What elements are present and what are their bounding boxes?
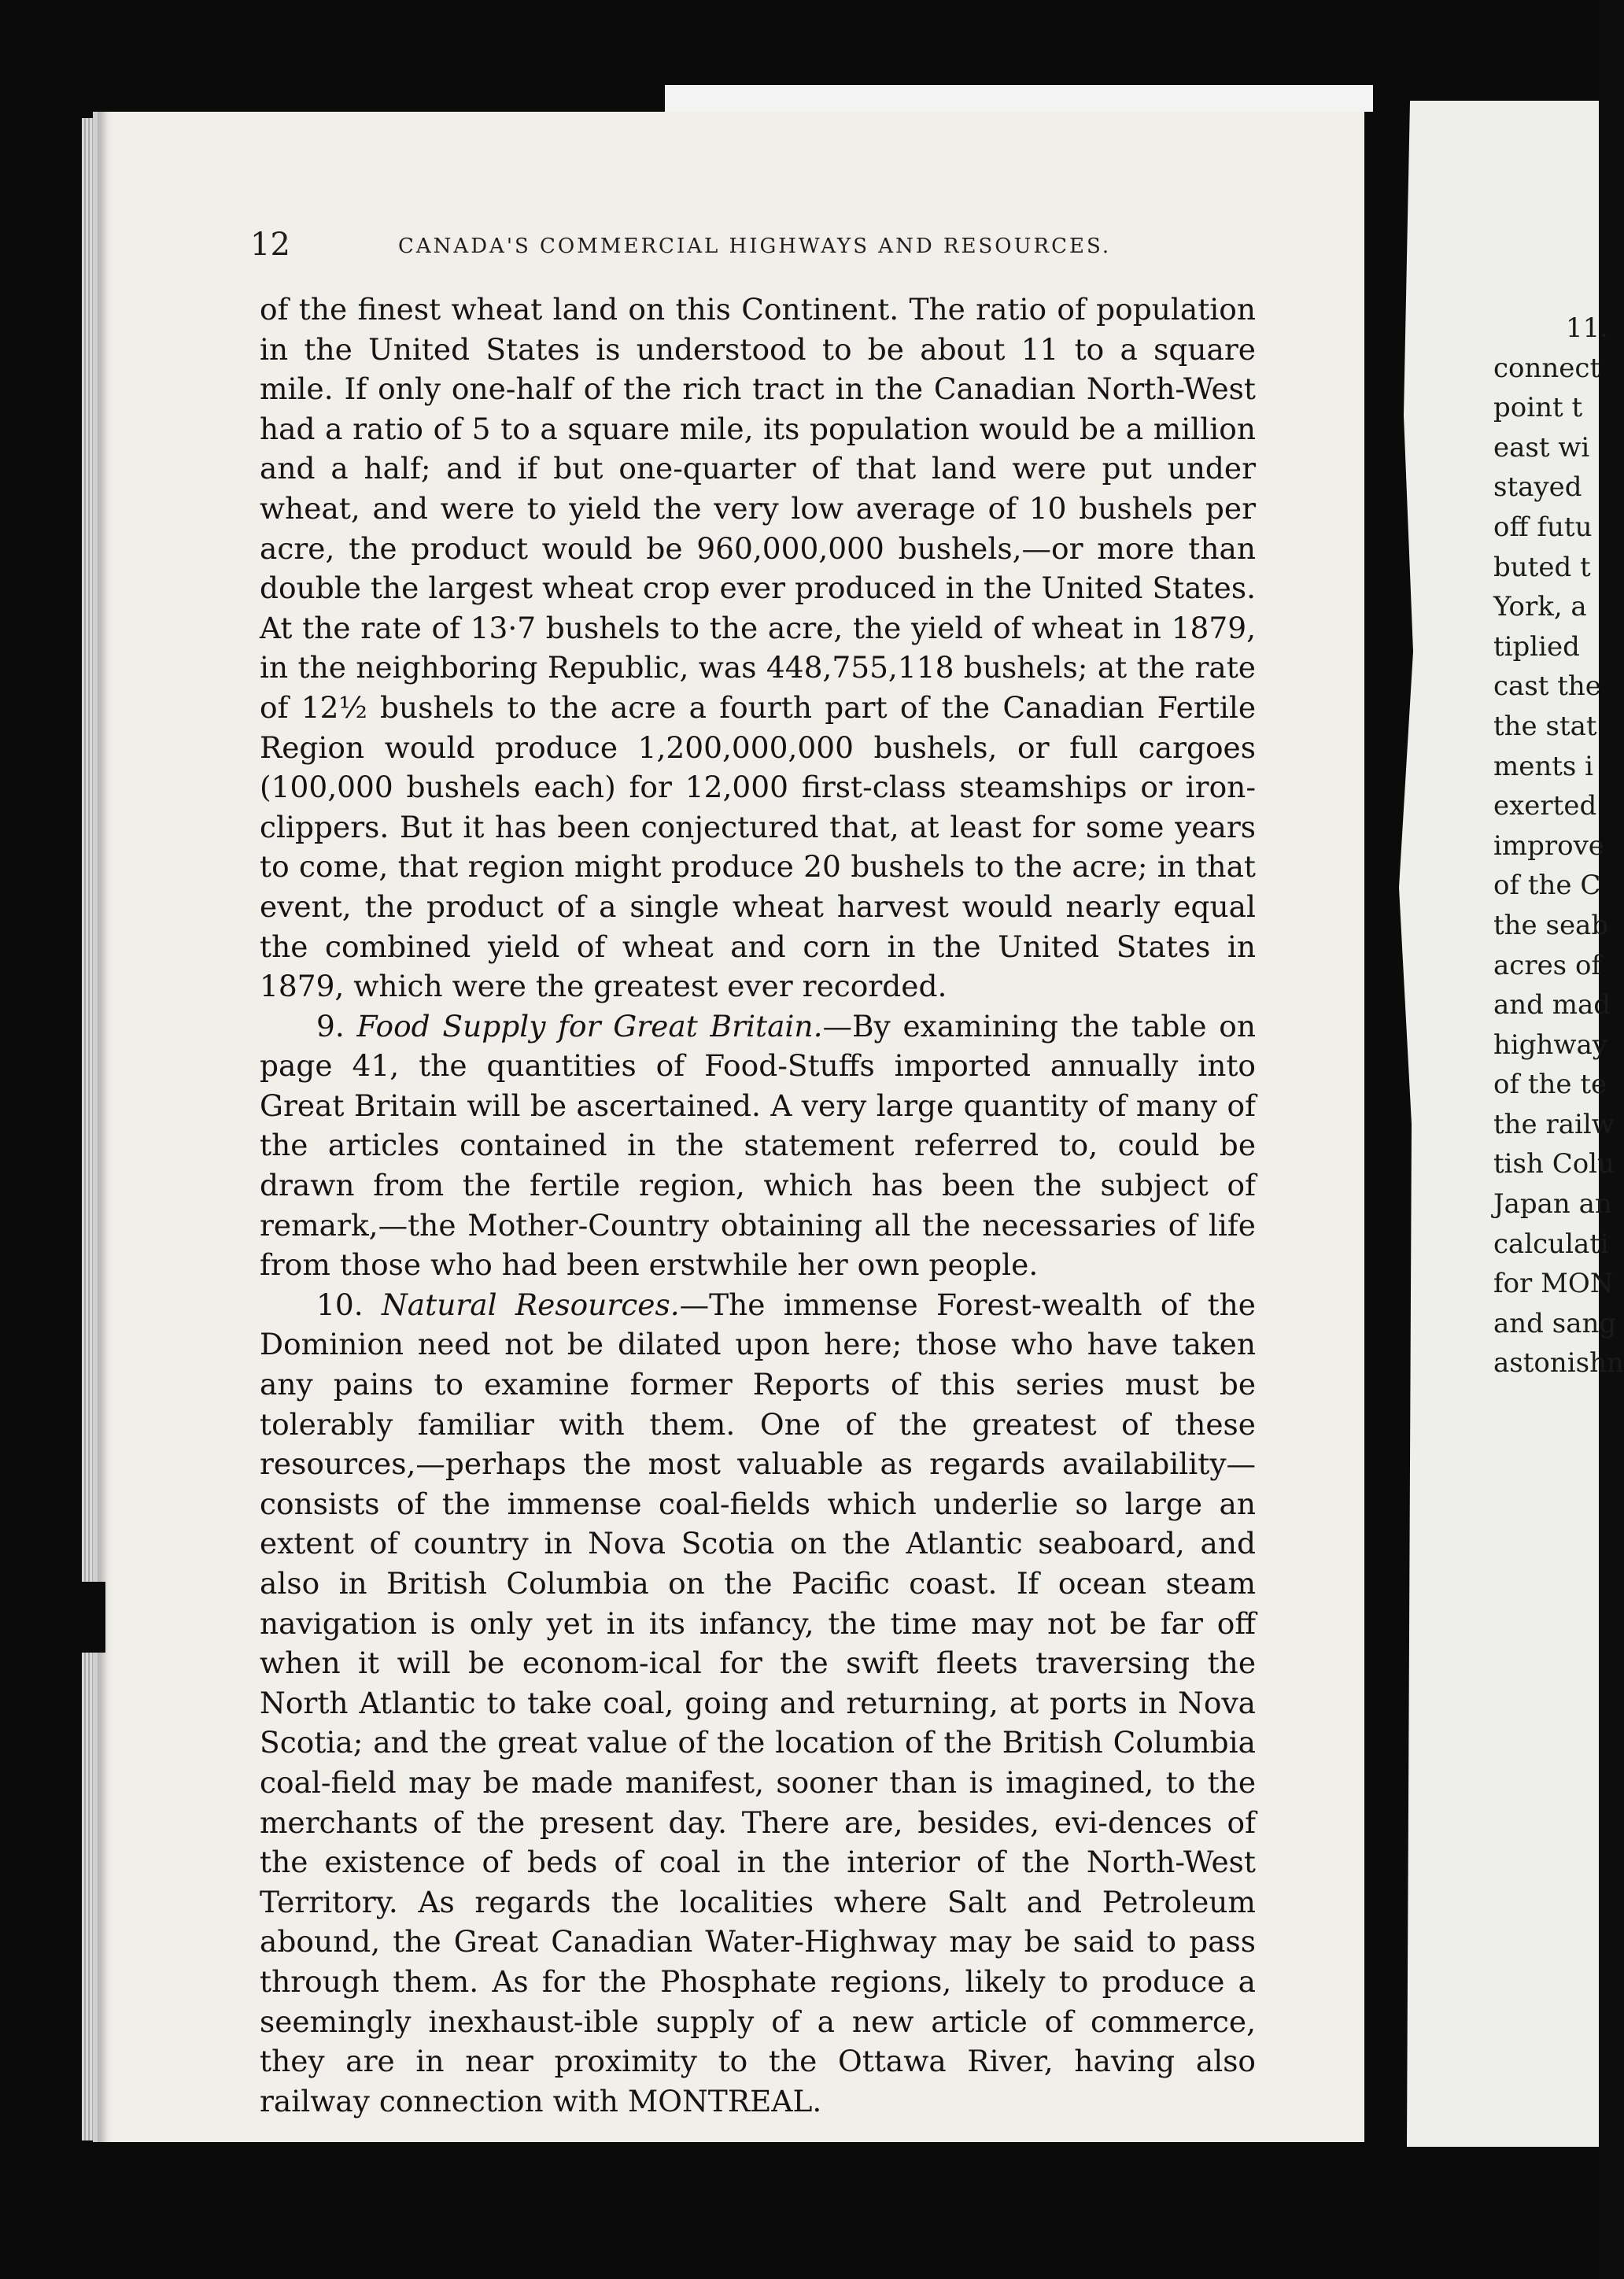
right-page-fragment: York, a xyxy=(1493,591,1587,623)
text-line: —By examining the table on page xyxy=(260,1008,1256,1084)
right-page-fragment: east wi xyxy=(1493,431,1590,464)
text-line: dences of the existence of beds of coal in the interior of the North-West xyxy=(260,1804,1256,1880)
body-text xyxy=(260,290,1256,2121)
text-line: availability—consists of the immense coal-fields which underlie so large xyxy=(260,1446,1257,1521)
text-line: in British Columbia on the Pacific coast. If ocean steam navigation is xyxy=(260,1566,1256,1641)
text-line: 41, the quantities of Food-Stuffs imported annually into Great Britain xyxy=(260,1048,1257,1123)
text-line: her own people. xyxy=(797,1247,1039,1283)
text-line: one-quarter of that land were put under wheat, and were to yield the very xyxy=(260,451,1257,526)
right-page-fragment: and mad xyxy=(1493,989,1611,1021)
text-line: a square mile, its population would be a million and a half; and if but xyxy=(260,411,1256,486)
right-page-fragment: for MON xyxy=(1493,1268,1614,1300)
right-page-fragment: astonishn xyxy=(1493,1347,1624,1380)
text-line: the Great Canadian Water-Highway may be said to pass through them. xyxy=(260,1924,1257,1999)
text-line: of a single wheat harvest would nearly equal the combined yield of wheat xyxy=(260,888,1257,964)
text-line: (100,000 bushels each) for 12,000 first-class steamships or iron-clippers. xyxy=(260,770,1256,844)
paragraph-natural-resources xyxy=(260,1285,1256,2121)
section-title: Natural Resources. xyxy=(381,1287,680,1322)
right-page-fragment: and sang xyxy=(1493,1307,1617,1339)
text-line: recorded. xyxy=(802,969,947,1004)
text-line: an extent of country in Nova Scotia on the Atlantic seaboard, and also xyxy=(260,1486,1257,1601)
text-line: and returning, at ports in Nova Scotia; and the great value of the location xyxy=(260,1685,1256,1760)
page-number: 12 xyxy=(250,227,290,263)
right-page-fragment: the railw xyxy=(1493,1108,1615,1140)
right-page-fragment: acres of xyxy=(1493,949,1601,981)
text-line: bushels,—or more than double the largest wheat crop ever produced in xyxy=(260,530,1257,606)
section-number: 10. xyxy=(316,1287,364,1322)
right-page-fragment: of the C xyxy=(1493,870,1601,902)
right-page-fragment: exerted xyxy=(1493,790,1597,822)
text-line: only yet in its infancy, the time may not be far off when it will be econom- xyxy=(260,1605,1256,1681)
text-line: the United States. At the rate of 13·7 bushels to the acre, the yield of xyxy=(260,571,1256,645)
text-line: of the greatest of these resources,—perhaps the most valuable as regards xyxy=(260,1406,1256,1482)
right-page-fragment: the stat xyxy=(1493,710,1597,742)
text-line: and corn in the United States in 1879, which were the greatest ever xyxy=(260,929,1256,1004)
section-title: Food Supply for Great Britain. xyxy=(356,1008,823,1043)
text-line: contained in the statement referred to, could be drawn from the fertile xyxy=(260,1128,1257,1203)
text-line: former Reports of this series must be tolerably familiar with them. One xyxy=(260,1367,1257,1442)
paragraph-continuation xyxy=(260,290,1256,1007)
binding-clip xyxy=(79,1582,105,1653)
text-line: Territory. As regards the localities where Salt and Petroleum abound, xyxy=(260,1884,1256,1959)
text-line: region, which has been the subject of remark,—the Mother-Country xyxy=(260,1168,1256,1243)
text-line: imagined, to the merchants of the present day. There are, besides, evi- xyxy=(260,1764,1257,1840)
paragraph-food-supply xyxy=(260,1007,1256,1285)
right-page-fragment: of the te xyxy=(1493,1069,1607,1101)
right-page-fragment: tish Colu xyxy=(1493,1148,1615,1180)
right-page-fragment: connect xyxy=(1493,352,1601,384)
text-line: of the British Columbia coal-field may be made manifest, sooner than is xyxy=(260,1725,1257,1800)
right-page-fragment: the seab xyxy=(1493,909,1609,941)
right-page-fragment: buted t xyxy=(1493,551,1591,583)
text-line: one-half of the rich tract in the Canadian North-West had a ratio of 5 to xyxy=(260,371,1256,446)
right-page-text-fragments xyxy=(1493,308,1624,1383)
text-line: ible supply of a new article of commerce, they are in near proximity to xyxy=(260,2004,1256,2079)
text-line: need not be dilated upon here; those who have taken any pains to examine xyxy=(260,1327,1257,1402)
right-page-fragment: point t xyxy=(1493,392,1583,424)
text-line: As for the Phosphate regions, likely to produce a seemingly inexhaust- xyxy=(260,1963,1256,2039)
right-page-fragment: improve xyxy=(1493,829,1604,862)
text-line: low average of 10 bushels per acre, the product would be 960,000,000 xyxy=(260,490,1257,566)
right-page-fragment: calculati xyxy=(1493,1228,1609,1260)
right-page-fragment: highway xyxy=(1493,1029,1608,1061)
text-line: region might produce 20 bushels to the acre; in that event, the product xyxy=(260,849,1256,924)
text-line: ical for the swift fleets traversing the North Atlantic to take coal, going xyxy=(260,1646,1257,1720)
right-page-fragment: tiplied xyxy=(1493,630,1580,663)
right-page-fragment: Japan an xyxy=(1493,1188,1612,1221)
text-line: —The immense Forest-wealth of the Dominion xyxy=(260,1287,1256,1362)
running-title: CANADA'S COMMERCIAL HIGHWAYS AND RESOURCES. xyxy=(398,235,1112,258)
text-line: the United States is understood to be about 11 to a square mile. If only xyxy=(260,331,1257,407)
text-line: the Ottawa River, having also railway connection with MONTREAL. xyxy=(260,2044,1257,2118)
text-line: Fertile Region would produce 1,200,000,000 bushels, or full cargoes xyxy=(260,689,1257,765)
text-line: at the rate of 12½ bushels to the acre a fourth part of the Canadian xyxy=(260,650,1256,725)
right-page-fragment: ments i xyxy=(1493,750,1594,782)
right-page-fragment: off futu xyxy=(1493,511,1593,543)
text-line: of the finest wheat land on this Continent. The ratio of population in xyxy=(260,292,1256,367)
section-number: 9. xyxy=(316,1008,345,1043)
right-page-fragment: cast the xyxy=(1493,670,1601,703)
right-page-number: 11. xyxy=(1566,312,1609,344)
next-page-top-edge xyxy=(665,85,1373,112)
text-line: will be ascertained. A very large quantity of many of the articles xyxy=(260,1088,1256,1163)
text-line: wheat in 1879, in the neighboring Republic, was 448,755,118 bushels; xyxy=(260,610,1256,685)
text-line: But it has been conjectured that, at least for some years to come, that xyxy=(260,809,1257,885)
right-page-fragment: stayed xyxy=(1493,471,1582,504)
text-line: obtaining all the necessaries of life from those who had been erstwhile xyxy=(260,1207,1256,1283)
